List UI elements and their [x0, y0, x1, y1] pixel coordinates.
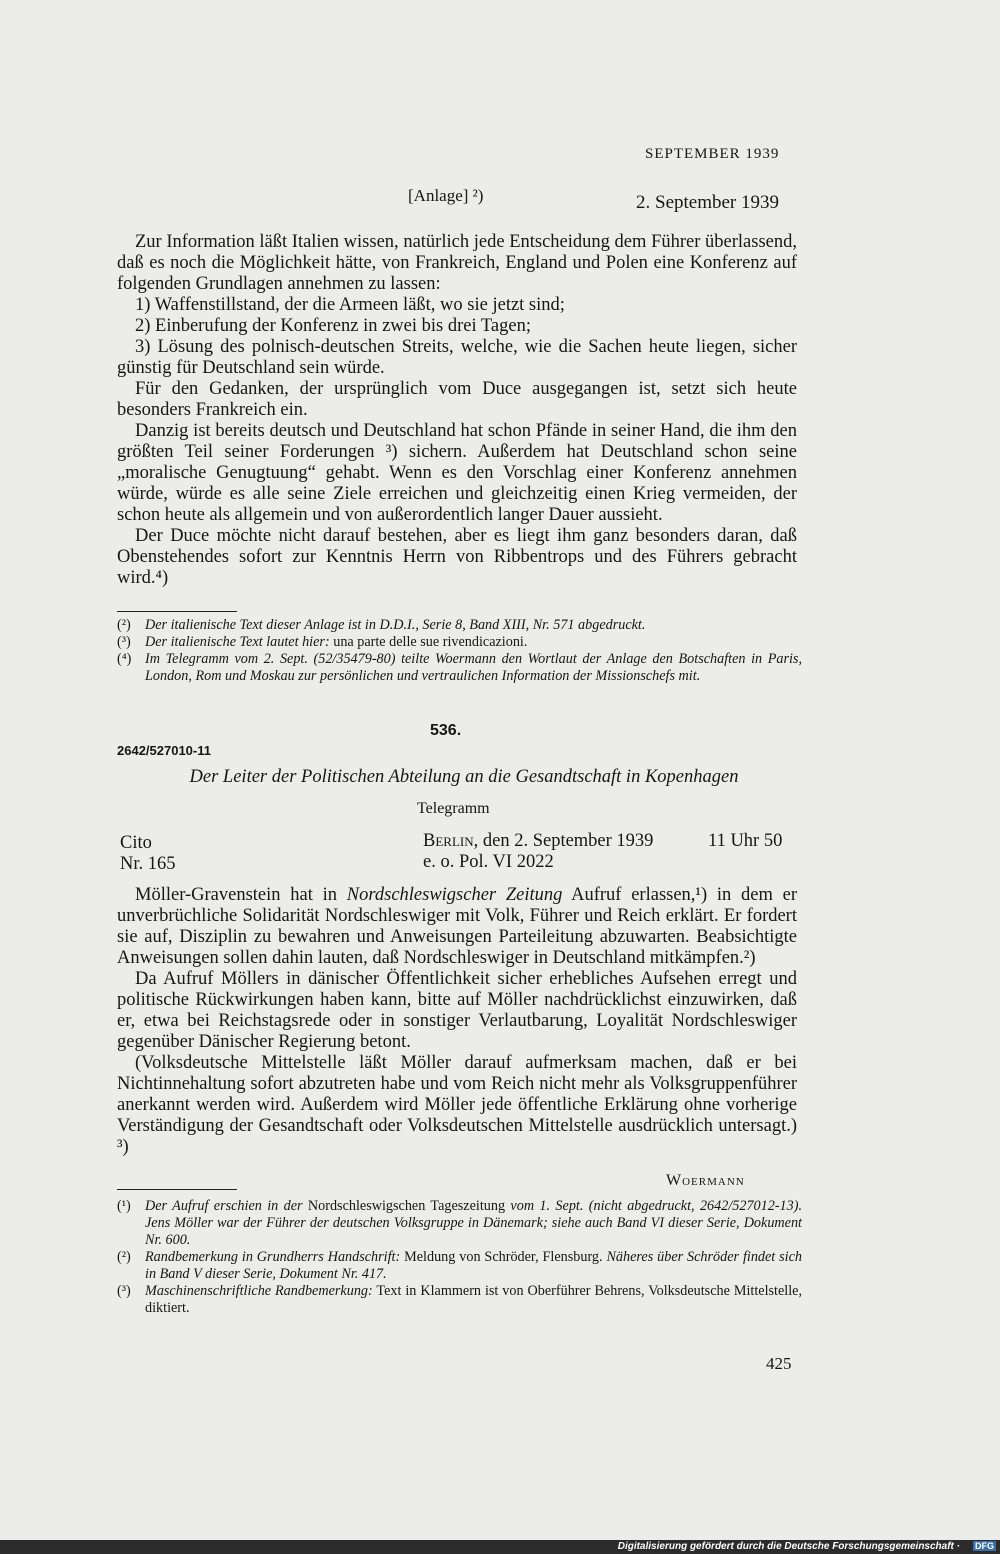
- anlage-footnotes: [117, 617, 802, 685]
- document-type: Telegramm: [417, 800, 490, 817]
- time: 11 Uhr 50: [708, 831, 783, 851]
- paragraph: Da Aufruf Möllers in dänischer Öffentlichkeit sicher erhebliches Aufsehen erregt und politische Rückwirkungen haben kann, bitte auf Möller nachdrücklichst einzuwirken, daß er, etwa bei Reichstagsrede oder in sonstiger Verlautbarung, Loyalität Nordschleswiger gegenüber Dänischer Regierung betont.: [117, 969, 797, 1052]
- footnote: (³) Maschinenschriftliche Randbemerkung: Text in Klammern ist von Oberführer Behrens, Volksdeutsche Mittelstelle, diktiert.: [117, 1283, 802, 1316]
- paragraph: 3) Lösung des polnisch-deutschen Streits, welche, wie die Sachen heute liegen, sicher günstig für Deutschland sein würde.: [117, 337, 797, 378]
- telegram-body: [117, 885, 797, 1158]
- anlage-label: [Anlage] ²): [408, 186, 484, 205]
- paragraph: (Volksdeutsche Mittelstelle läßt Möller darauf aufmerksam machen, daß er bei Nichtinnehaltung sofort abzutreten habe und vom Reich nicht mehr als Volksgruppenführer anerkannt werden wird. Außerdem wird Möller jede öffentliche Erklärung ohne vorherige Verständigung der Gesandtschaft oder Volksdeutschen Mittelstelle ausdrücklich untersagt.) ³): [117, 1053, 797, 1157]
- archive-reference: 2642/527010-11: [117, 743, 211, 758]
- signature: Woermann: [666, 1172, 745, 1189]
- paragraph: 2) Einberufung der Konferenz in zwei bis drei Tagen;: [135, 316, 531, 336]
- footnote-rule: [117, 1189, 237, 1190]
- footnote: (²) Randbemerkung in Grundherrs Handschrift: Meldung von Schröder, Flensburg. Näheres über Schröder findet sich in Band V dieser Serie, Dokument Nr. 417.: [117, 1249, 802, 1282]
- paragraph: Möller-Gravenstein hat in Nordschleswigscher Zeitung Aufruf erlassen,¹) in dem er unverbrüchliche Solidarität Nordschleswiger mit Volk, Führer und Reich erklärt. Er fordert sie auf, Disziplin zu bewahren und Anweisungen Parteileitung abzuwarten. Beabsichtigte Anweisungen sollen dahin lauten, daß Nordschleswiger in Deutschland mitkämpfen.²): [117, 885, 797, 968]
- footnote: (¹) Der Aufruf erschien in der Nordschleswigschen Tageszeitung vom 1. Sept. (nicht abgedruckt, 2642/527012-13). Jens Möller war der Führer der deutschen Volksgruppe in Dänemark; siehe auch Band VI dieser Serie, Dokument Nr. 600.: [117, 1198, 803, 1248]
- running-head: SEPTEMBER 1939: [645, 146, 780, 162]
- priority: Cito: [120, 833, 152, 853]
- paragraph: Für den Gedanken, der ursprünglich vom Duce ausgegangen ist, setzt sich heute besonders Frankreich ein.: [117, 379, 797, 420]
- footer-credit: Digitalisierung gefördert durch die Deutsche Forschungsgemeinschaft ·: [617, 1541, 960, 1552]
- dfg-logo-icon: DFG: [975, 1541, 994, 1551]
- paragraph: 1) Waffenstillstand, der die Armeen läßt, wo sie jetzt sind;: [135, 295, 565, 315]
- page-number: 425: [766, 1354, 792, 1373]
- paragraph: Der Duce möchte nicht darauf bestehen, aber es liegt ihm ganz besonders daran, daß Obenstehendes sofort zur Kenntnis Herrn von Ribbentrops und des Führers gebracht wird.⁴): [117, 526, 797, 588]
- footnote: (⁴) Im Telegramm vom 2. Sept. (52/35479-80) teilte Woermann den Wortlaut der Anlage den Botschaften in Paris, London, Rom und Moskau zur persönlichen und vertraulichen Information der Missionschefs mit.: [117, 651, 802, 684]
- telegram-footnotes: [117, 1198, 802, 1317]
- anlage-body: [117, 232, 797, 589]
- footnote: (²) Der italienische Text dieser Anlage ist in D.D.I., Serie 8, Band XIII, Nr. 571 abgedruckt.: [117, 617, 646, 633]
- footnote-rule: [117, 611, 237, 612]
- footer-bar: [0, 1540, 1000, 1554]
- file-reference: e. o. Pol. VI 2022: [423, 852, 554, 872]
- anlage-date: 2. September 1939: [636, 192, 780, 213]
- footnote: (³) Der italienische Text lautet hier: una parte delle sue rivendicazioni.: [117, 634, 528, 650]
- place-date: Berlin, den 2. September 1939: [423, 831, 654, 851]
- document-title: Der Leiter der Politischen Abteilung an die Gesandtschaft in Kopenhagen: [189, 767, 739, 787]
- paragraph: Danzig ist bereits deutsch und Deutschland hat schon Pfände in seiner Hand, die ihm den größten Teil seiner Forderungen ³) sichern. Außerdem hat Deutschland schon seine „moralische Genugtuung“ gehabt. Wenn es den Vorschlag einer Konferenz annehmen würde, würde es alle seine Ziele erreichen und gleichzeitig einen Krieg vermeiden, der schon heute als allgemein und von außerordentlich langer Dauer aussieht.: [117, 421, 797, 525]
- paragraph: Zur Information läßt Italien wissen, natürlich jede Entscheidung dem Führer überlassend, daß es noch die Möglichkeit hätte, von Frankreich, England und Polen eine Konferenz auf folgenden Grundlagen annehmen zu lassen:: [117, 232, 797, 294]
- telegram-number: Nr. 165: [120, 854, 176, 874]
- document-number: 536.: [430, 722, 462, 739]
